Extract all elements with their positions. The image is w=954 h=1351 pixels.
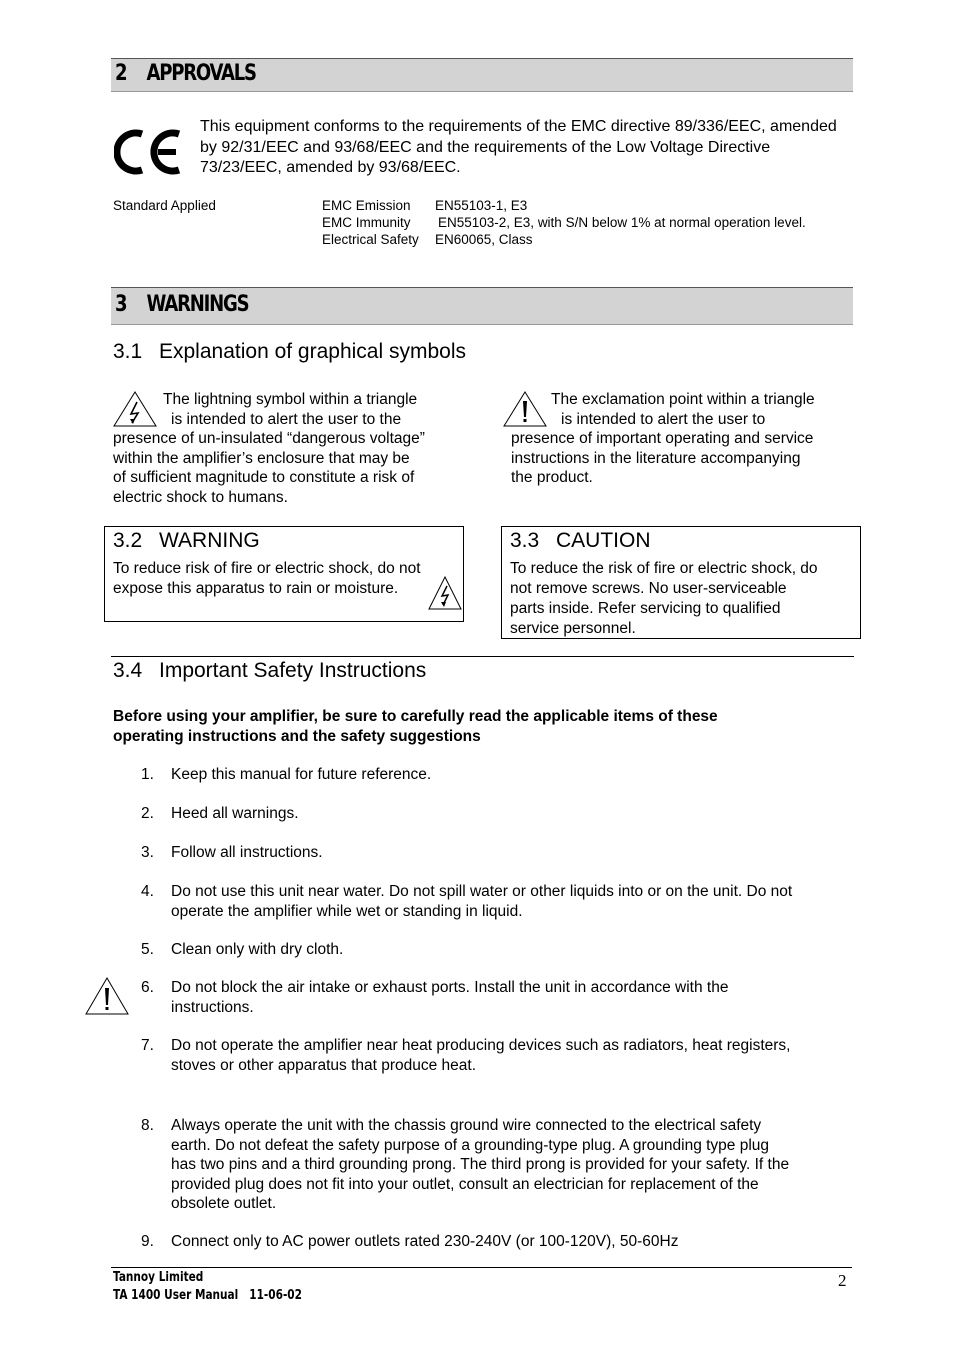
subsection-number: 3.4 [113,659,143,682]
page-number: 2 [838,1271,847,1290]
text-line: Clean only with dry cloth. [171,941,344,958]
text-line: Connect only to AC power outlets rated 230-240V (or 100-120V), 50-60Hz [171,1233,679,1250]
subsection-number: 3.3 [510,529,540,552]
text-line: To reduce risk of fire or electric shock, do not [113,560,421,577]
warning-box-text [113,559,421,599]
text-line: parts inside. Refer servicing to qualified [510,600,781,617]
list-number: 8. [141,1117,154,1134]
text-line: Keep this manual for future reference. [171,766,432,783]
footer-divider [111,1267,852,1268]
lightning-triangle-icon [427,575,463,611]
standard-value: EN60065, Class [435,232,533,247]
list-number: 2. [141,805,154,822]
caution-box-heading [510,529,651,553]
exclamation-symbol-description [511,390,861,488]
text-line: not remove screws. No user-serviceable [510,580,787,597]
standard-name: Electrical Safety [322,232,419,247]
text-line: Follow all instructions. [171,844,323,861]
safety-intro [113,707,853,747]
text-line: electric shock to humans. [113,488,288,506]
list-number: 3. [141,844,154,861]
text-line: The lightning symbol within a triangle [163,391,418,408]
text-line: expose this apparatus to rain or moisture. [113,580,399,597]
ce-conformity-text: This equipment conforms to the requirements of the EMC directive 89/336/EEC, amended by 92/31/EEC and 93/68/EEC and the requirements of the Low Voltage Directive 73/23/EEC, amended by 93/68/EEC. [200,118,837,176]
text-line: operate the amplifier while wet or standing in liquid. [171,902,523,920]
list-number: 1. [141,766,154,783]
text-line: obsolete outlet. [171,1195,277,1212]
section-title: 3 WARNINGS [115,292,249,317]
text-line: Always operate the unit with the chassis ground wire connected to the electrical safety [171,1117,762,1134]
exclamation-triangle-icon [84,976,130,1016]
text-line: Do not use this unit near water. Do not spill water or other liquids into or on the unit. Do not [171,883,793,900]
text-line: presence of un-insulated “dangerous voltage” [113,430,425,447]
standard-value: EN55103-2, E3, with S/N below 1% at normal operation level. [438,215,806,230]
standard-row [322,197,862,214]
list-number: 4. [141,883,154,900]
footer-manual: TA 1400 User Manual 11-06-02 [113,1287,302,1303]
text-line: presence of important operating and service [511,430,814,447]
text-line: is intended to alert the user to the [171,410,402,428]
subsection-number: 3.1 [113,340,143,363]
text-line: earth. Do not defeat the safety purpose of a grounding-type plug. A grounding type plug [171,1136,770,1154]
standard-row [322,214,862,231]
text-line: Before using your amplifier, be sure to carefully read the applicable items of these [113,708,718,725]
subsection-title: Important Safety Instructions [159,659,427,682]
section-header-warnings [111,287,853,325]
section-title: 2 APPROVALS [115,61,256,86]
text-line: is intended to alert the user to [561,410,766,428]
standard-row [322,231,862,248]
subsection-heading-symbols [113,340,466,364]
text-line: within the amplifier’s enclosure that may be [113,449,410,467]
standard-name: EMC Emission [322,198,411,213]
text-line: The exclamation point within a triangle [551,391,815,408]
standards-list [322,197,862,248]
text-line: Do not block the air intake or exhaust ports. Install the unit in accordance with the [171,979,729,996]
text-line: To reduce the risk of fire or electric shock, do [510,560,818,577]
lightning-symbol-description [113,390,473,507]
text-line: has two pins and a third grounding prong. The third prong is provided for your safety. If the [171,1156,790,1173]
text-line: instructions in the literature accompanying [511,449,801,467]
warning-box-heading [113,529,260,553]
text-line: the product. [511,469,593,486]
subsection-title: Explanation of graphical symbols [159,340,467,363]
caution-box [501,526,861,639]
standard-value: EN55103-1, E3 [435,198,528,213]
warning-box [104,526,464,622]
text-line: of sufficient magnitude to constitute a risk of [113,469,415,486]
list-number: 5. [141,941,154,958]
text-line: provided plug does not fit into your outlet, consult an electrician for replacement of the [171,1175,759,1193]
text-line: stoves or other apparatus that produce heat. [171,1056,477,1074]
text-line: Do not operate the amplifier near heat producing devices such as radiators, heat registers, [171,1037,791,1054]
standard-name: EMC Immunity [322,215,411,230]
list-number: 6. [141,979,154,996]
standard-applied-label: Standard Applied [113,198,216,213]
divider [111,656,854,657]
subsection-number: 3.2 [113,529,143,552]
text-line: operating instructions and the safety suggestions [113,728,481,745]
list-number: 9. [141,1233,154,1250]
text-line: Heed all warnings. [171,805,299,822]
caution-box-text [510,559,818,639]
list-number: 7. [141,1037,154,1054]
subsection-title: CAUTION [556,529,651,552]
ce-mark-icon [114,126,184,178]
subsection-title: WARNING [159,529,260,552]
footer-company: Tannoy Limited [113,1269,204,1285]
text-line: service personnel. [510,620,636,637]
subsection-heading-safety [113,659,426,683]
section-header-approvals [111,58,853,92]
text-line: instructions. [171,998,254,1016]
